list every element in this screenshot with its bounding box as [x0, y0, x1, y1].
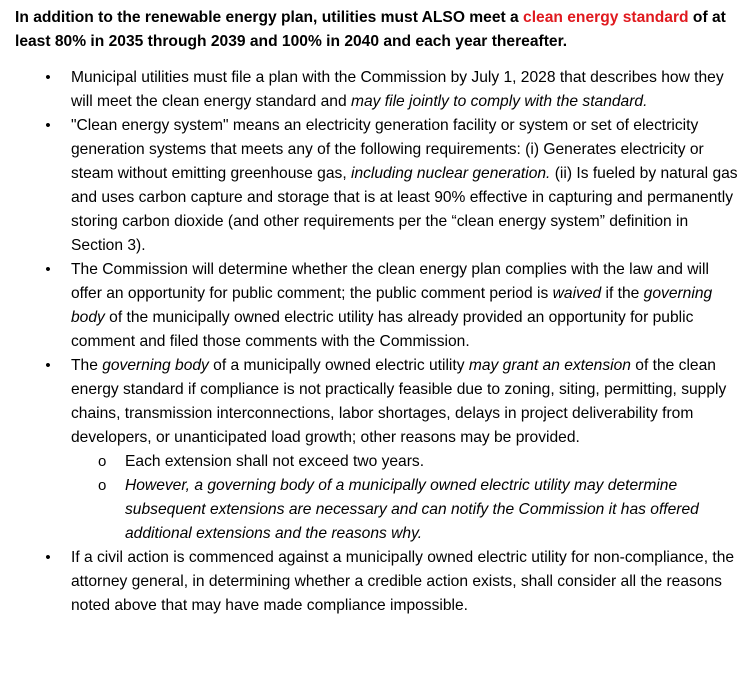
sub-list-item-text: However, a governing body of a municipally owned electric utility may determine subsequent extensions are necessary and can notify the Commission it has offered additional extensions and the reasons why.: [125, 477, 699, 542]
clean-energy-standard-highlight: clean energy standard: [523, 9, 689, 26]
bullet-icon: •: [45, 117, 51, 134]
list-item-text: The Commission will determine whether the clean energy plan complies with the law and will offer an opportunity for public comment; the public comment period is: [71, 261, 709, 302]
list-item: [15, 114, 743, 258]
list-item-text: of the clean energy standard if compliance is not practically feasible due to zoning, siting, permitting, supply chains, transmission interconnections, labor shortages, delays in project deliverability from developers, or unanticipated load growth; other reasons may be provided.: [71, 357, 727, 446]
list-item-emphasis: including nuclear generation.: [350, 165, 551, 182]
list-item-text: (ii) Is fueled by natural gas and uses carbon capture and storage that is at least 90% effective in capturing and permanently storing carbon dioxide (and other requirements per the “clean energy system” definition in Section 3).: [71, 165, 738, 254]
list-item-emphasis: governing body: [102, 357, 209, 374]
list-item-text: Municipal utilities must file a plan with the Commission by July 1, 2028 that describes how they will meet the clean energy standard and: [71, 69, 724, 110]
bullet-list: [15, 66, 743, 618]
list-item-text: of a municipally owned electric utility: [208, 357, 469, 374]
circle-bullet-icon: o: [98, 453, 107, 470]
list-item: [15, 354, 743, 546]
list-item-emphasis: waived: [552, 285, 602, 302]
bullet-icon: •: [45, 357, 51, 374]
list-item-emphasis: governing body: [71, 285, 713, 326]
sub-list-item: [71, 474, 743, 546]
bullet-icon: •: [45, 261, 51, 278]
sub-list: [71, 450, 743, 546]
list-item-text: "Clean energy system" means an electricity generation facility or system or set of electricity generation systems that meets any of the following requirements: (i) Generates electricity or steam without emitting greenhouse gas,: [71, 117, 704, 182]
list-item: [15, 258, 743, 354]
intro-text-end: of at least 80% in 2035 through 2039 and 100% in 2040 and each year thereafter.: [15, 9, 726, 50]
list-item: [15, 546, 743, 618]
intro-paragraph: [15, 6, 743, 54]
list-item-text: The: [71, 357, 103, 374]
bullet-icon: •: [45, 69, 51, 86]
list-item: [15, 66, 743, 114]
sub-list-item: [71, 450, 743, 474]
list-item-emphasis: may grant an extension: [468, 357, 631, 374]
list-item-text: of the municipally owned electric utility has already provided an opportunity for public comment and filed those comments with the Commission.: [71, 309, 694, 350]
list-item-text: if the: [601, 285, 644, 302]
bullet-icon: •: [45, 549, 51, 566]
circle-bullet-icon: o: [98, 477, 107, 494]
list-item-text: If a civil action is commenced against a municipally owned electric utility for non-compliance, the attorney general, in determining whether a credible action exists, shall consider all the reasons noted above that may have made compliance impossible.: [71, 549, 735, 614]
list-item-emphasis: may file jointly to comply with the standard.: [351, 93, 648, 110]
sub-list-item-text: Each extension shall not exceed two years.: [125, 453, 425, 470]
intro-text: In addition to the renewable energy plan, utilities must ALSO meet a: [15, 9, 524, 26]
